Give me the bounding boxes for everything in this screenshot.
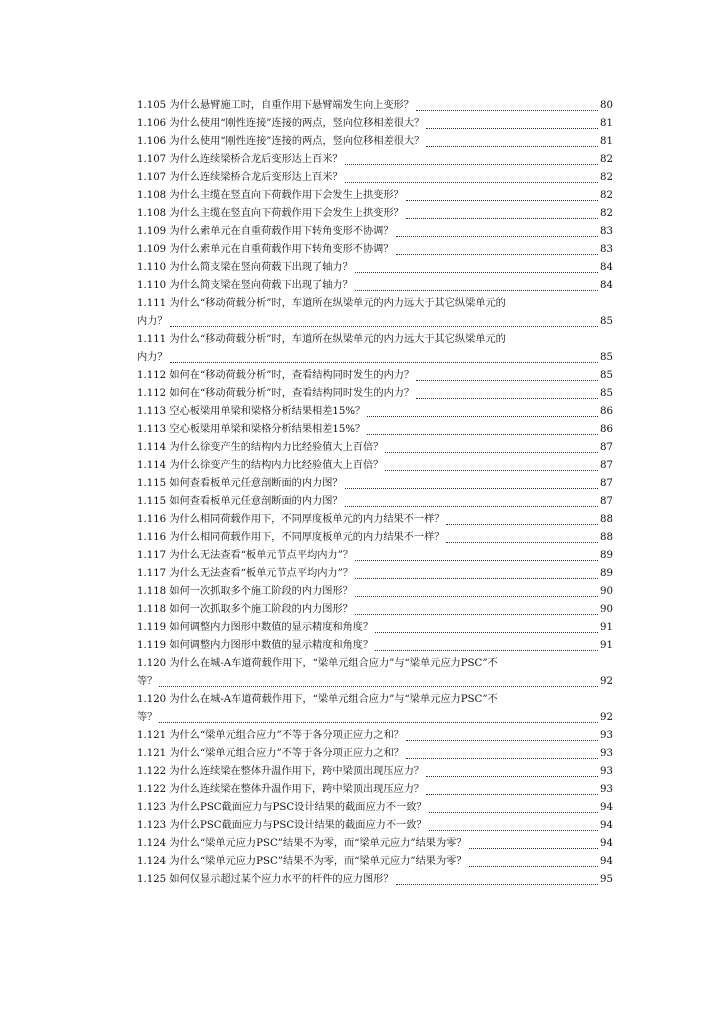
toc-page-number: 81 — [600, 118, 613, 129]
dot-leader — [396, 884, 599, 885]
toc-entry-title: 1.116 为什么相同荷载作用下，不同厚度板单元的内力结果不一样？ — [137, 532, 445, 543]
dot-leader — [416, 398, 598, 399]
toc-entry-title: 1.123 为什么PSC截面应力与PSC设计结果的截面应力不一致？ — [137, 802, 427, 813]
dot-leader — [429, 830, 598, 831]
toc-page-number: 86 — [600, 406, 613, 417]
toc-entry[interactable] — [137, 187, 613, 205]
toc-page-number: 86 — [600, 424, 613, 435]
toc-page-number: 94 — [600, 802, 613, 813]
toc-page-number: 82 — [600, 208, 613, 219]
dot-leader — [345, 488, 598, 489]
dot-leader — [170, 326, 598, 327]
dot-leader — [396, 236, 599, 237]
toc-entry[interactable] — [137, 205, 613, 223]
toc-page-number: 92 — [600, 712, 613, 723]
toc-page-number: 94 — [600, 820, 613, 831]
toc-entry-title-continuation: 内力？ — [137, 352, 168, 363]
toc-page-number: 93 — [600, 748, 613, 759]
toc-entry[interactable] — [137, 691, 613, 727]
toc-entry[interactable] — [137, 403, 613, 421]
dot-leader — [426, 776, 598, 777]
toc-entry[interactable] — [137, 493, 613, 511]
dot-leader — [159, 722, 598, 723]
toc-entry[interactable] — [137, 547, 613, 565]
dot-leader — [345, 182, 598, 183]
dot-leader — [345, 506, 598, 507]
dot-leader — [355, 560, 598, 561]
toc-entry-title: 1.118 如何一次抓取多个施工阶段的内力图形？ — [137, 604, 353, 615]
toc-page-number: 91 — [600, 640, 613, 651]
toc-entry[interactable] — [137, 169, 613, 187]
toc-entry-title-continuation: 等？ — [137, 676, 158, 687]
toc-entry[interactable] — [137, 799, 613, 817]
toc-entry-title: 1.122 为什么连续梁在整体升温作用下，跨中梁顶出现压应力？ — [137, 784, 425, 795]
toc-entry[interactable] — [137, 835, 613, 853]
toc-page-number: 85 — [600, 388, 613, 399]
toc-entry[interactable] — [137, 457, 613, 475]
toc-page-number: 88 — [600, 532, 613, 543]
toc-page-number: 82 — [600, 172, 613, 183]
toc-entry[interactable] — [137, 529, 613, 547]
toc-page-number: 94 — [600, 838, 613, 849]
toc-page-number: 93 — [600, 784, 613, 795]
dot-leader — [406, 200, 598, 201]
toc-entry-title: 1.106 为什么使用“刚性连接”连接的两点，竖向位移相差很大？ — [137, 136, 425, 147]
toc-entry-title: 1.117 为什么无法查看“板单元节点平均内力”？ — [137, 550, 354, 561]
toc-page-number: 93 — [600, 766, 613, 777]
toc-page-number: 90 — [600, 604, 613, 615]
toc-entry-title: 1.111 为什么“移动荷载分析”时，车道所在纵梁单元的内力远大于其它纵梁单元的 — [137, 334, 506, 345]
toc-entry[interactable] — [137, 871, 613, 889]
dot-leader — [446, 524, 598, 525]
toc-page-number: 85 — [600, 370, 613, 381]
toc-page-number: 87 — [600, 478, 613, 489]
toc-entry-title: 1.112 如何在“移动荷载分析”时，查看结构同时发生的内力？ — [137, 370, 415, 381]
toc-page-number: 81 — [600, 136, 613, 147]
toc-page-number: 95 — [600, 874, 613, 885]
toc-entry[interactable] — [137, 637, 613, 655]
toc-page-number: 83 — [600, 244, 613, 255]
toc-page-number: 93 — [600, 730, 613, 741]
toc-page-number: 82 — [600, 154, 613, 165]
toc-entry-title: 1.107 为什么连续梁桥合龙后变形达上百米？ — [137, 154, 343, 165]
toc-page-number: 85 — [600, 316, 613, 327]
toc-page-number: 80 — [600, 100, 613, 111]
dot-leader — [426, 146, 598, 147]
toc-entry[interactable] — [137, 133, 613, 151]
toc-entry[interactable] — [137, 619, 613, 637]
toc-entry[interactable] — [137, 421, 613, 439]
toc-entry-title: 1.109 为什么索单元在自重荷载作用下转角变形不协调？ — [137, 244, 394, 255]
toc-entry-title-continuation: 等？ — [137, 712, 158, 723]
toc-entry-title: 1.108 为什么主缆在竖直向下荷载作用下会发生上拱变形？ — [137, 208, 404, 219]
toc-entry[interactable] — [137, 241, 613, 259]
toc-page-number: 83 — [600, 226, 613, 237]
toc-entry[interactable] — [137, 745, 613, 763]
dot-leader — [355, 596, 598, 597]
toc-entry[interactable] — [137, 727, 613, 745]
toc-entry[interactable] — [137, 781, 613, 799]
dot-leader — [396, 254, 599, 255]
dot-leader — [429, 812, 598, 813]
dot-leader — [416, 110, 598, 111]
toc-page-number: 92 — [600, 676, 613, 687]
toc-entry-title: 1.115 如何查看板单元任意剖断面的内力图？ — [137, 478, 343, 489]
toc-entry[interactable] — [137, 583, 613, 601]
toc-entry-title: 1.113 空心板梁用单梁和梁格分析结果相差15%？ — [137, 424, 366, 435]
toc-page-number: 89 — [600, 550, 613, 561]
toc-entry-title: 1.119 如何调整内力图形中数值的显示精度和角度？ — [137, 622, 374, 633]
toc-entry[interactable] — [137, 565, 613, 583]
toc-entry-title: 1.110 为什么简支梁在竖向荷载下出现了轴力？ — [137, 280, 353, 291]
dot-leader — [170, 362, 598, 363]
toc-page-number: 82 — [600, 190, 613, 201]
toc-page-number: 87 — [600, 460, 613, 471]
toc-entry[interactable] — [137, 97, 613, 115]
toc-page-number: 84 — [600, 280, 613, 291]
dot-leader — [385, 470, 598, 471]
toc-entry-title: 1.121 为什么“梁单元组合应力”不等于各分项正应力之和？ — [137, 730, 404, 741]
dot-leader — [446, 542, 598, 543]
dot-leader — [375, 632, 598, 633]
dot-leader — [355, 290, 598, 291]
dot-leader — [406, 740, 598, 741]
toc-entry[interactable] — [137, 331, 613, 367]
toc-entry-title: 1.108 为什么主缆在竖直向下荷载作用下会发生上拱变形？ — [137, 190, 404, 201]
toc-entry[interactable] — [137, 151, 613, 169]
toc-page-number: 94 — [600, 856, 613, 867]
toc-entry-title: 1.113 空心板梁用单梁和梁格分析结果相差15%？ — [137, 406, 366, 417]
toc-entry[interactable] — [137, 367, 613, 385]
toc-entry[interactable] — [137, 655, 613, 691]
toc-entry-title: 1.114 为什么徐变产生的结构内力比经验值大上百倍？ — [137, 442, 384, 453]
toc-entry-title: 1.109 为什么索单元在自重荷载作用下转角变形不协调？ — [137, 226, 394, 237]
toc-page-number: 87 — [600, 442, 613, 453]
dot-leader — [367, 416, 598, 417]
toc-entry[interactable] — [137, 817, 613, 835]
toc-entry[interactable] — [137, 601, 613, 619]
toc-entry[interactable] — [137, 475, 613, 493]
toc-entry-title: 1.112 如何在“移动荷载分析”时，查看结构同时发生的内力？ — [137, 388, 415, 399]
toc-entry[interactable] — [137, 763, 613, 781]
dot-leader — [406, 758, 598, 759]
toc-entry[interactable] — [137, 115, 613, 133]
dot-leader — [375, 650, 598, 651]
toc-entry[interactable] — [137, 277, 613, 295]
toc-entry-title: 1.121 为什么“梁单元组合应力”不等于各分项正应力之和？ — [137, 748, 404, 759]
dot-leader — [426, 794, 598, 795]
dot-leader — [416, 380, 598, 381]
toc-entry-title: 1.124 为什么“梁单元应力PSC”结果不为零，而“梁单元应力”结果为零？ — [137, 838, 467, 849]
toc-entry[interactable] — [137, 295, 613, 331]
table-of-contents — [137, 97, 613, 889]
toc-entry-title: 1.120 为什么在城-A车道荷载作用下，“梁单元组合应力”与“梁单元应力PSC”不 — [137, 658, 498, 669]
toc-entry-title: 1.116 为什么相同荷载作用下，不同厚度板单元的内力结果不一样？ — [137, 514, 445, 525]
toc-entry-title: 1.111 为什么“移动荷载分析”时，车道所在纵梁单元的内力远大于其它纵梁单元的 — [137, 298, 506, 309]
dot-leader — [355, 578, 598, 579]
toc-entry-title: 1.117 为什么无法查看“板单元节点平均内力”？ — [137, 568, 354, 579]
toc-page-number: 88 — [600, 514, 613, 525]
dot-leader — [469, 848, 598, 849]
dot-leader — [406, 218, 598, 219]
dot-leader — [469, 866, 598, 867]
toc-entry[interactable] — [137, 223, 613, 241]
toc-entry-title: 1.122 为什么连续梁在整体升温作用下，跨中梁顶出现压应力？ — [137, 766, 425, 777]
toc-entry-title-continuation: 内力？ — [137, 316, 168, 327]
toc-entry-title: 1.125 如何仅显示超过某个应力水平的杆件的应力图形？ — [137, 874, 394, 885]
dot-leader — [159, 686, 598, 687]
toc-entry-title: 1.105 为什么悬臂施工时，自重作用下悬臂端发生向上变形？ — [137, 100, 414, 111]
dot-leader — [345, 164, 598, 165]
dot-leader — [367, 434, 598, 435]
toc-entry-title: 1.110 为什么简支梁在竖向荷载下出现了轴力？ — [137, 262, 353, 273]
toc-page-number: 87 — [600, 496, 613, 507]
toc-page-number: 90 — [600, 586, 613, 597]
toc-entry[interactable] — [137, 853, 613, 871]
toc-entry-title: 1.115 如何查看板单元任意剖断面的内力图？ — [137, 496, 343, 507]
dot-leader — [355, 614, 598, 615]
dot-leader — [426, 128, 598, 129]
toc-entry-title: 1.124 为什么“梁单元应力PSC”结果不为零，而“梁单元应力”结果为零？ — [137, 856, 467, 867]
toc-entry-title: 1.107 为什么连续梁桥合龙后变形达上百米？ — [137, 172, 343, 183]
toc-page-number: 91 — [600, 622, 613, 633]
toc-page-number: 89 — [600, 568, 613, 579]
toc-page-number: 85 — [600, 352, 613, 363]
toc-entry-title: 1.106 为什么使用“刚性连接”连接的两点，竖向位移相差很大？ — [137, 118, 425, 129]
toc-entry[interactable] — [137, 259, 613, 277]
toc-entry-title: 1.114 为什么徐变产生的结构内力比经验值大上百倍？ — [137, 460, 384, 471]
toc-entry[interactable] — [137, 511, 613, 529]
dot-leader — [355, 272, 598, 273]
toc-entry-title: 1.119 如何调整内力图形中数值的显示精度和角度？ — [137, 640, 374, 651]
dot-leader — [385, 452, 598, 453]
toc-entry-title: 1.118 如何一次抓取多个施工阶段的内力图形？ — [137, 586, 353, 597]
toc-page-number: 84 — [600, 262, 613, 273]
toc-entry[interactable] — [137, 439, 613, 457]
toc-entry[interactable] — [137, 385, 613, 403]
toc-entry-title: 1.120 为什么在城-A车道荷载作用下，“梁单元组合应力”与“梁单元应力PSC”不 — [137, 694, 498, 705]
toc-entry-title: 1.123 为什么PSC截面应力与PSC设计结果的截面应力不一致？ — [137, 820, 427, 831]
